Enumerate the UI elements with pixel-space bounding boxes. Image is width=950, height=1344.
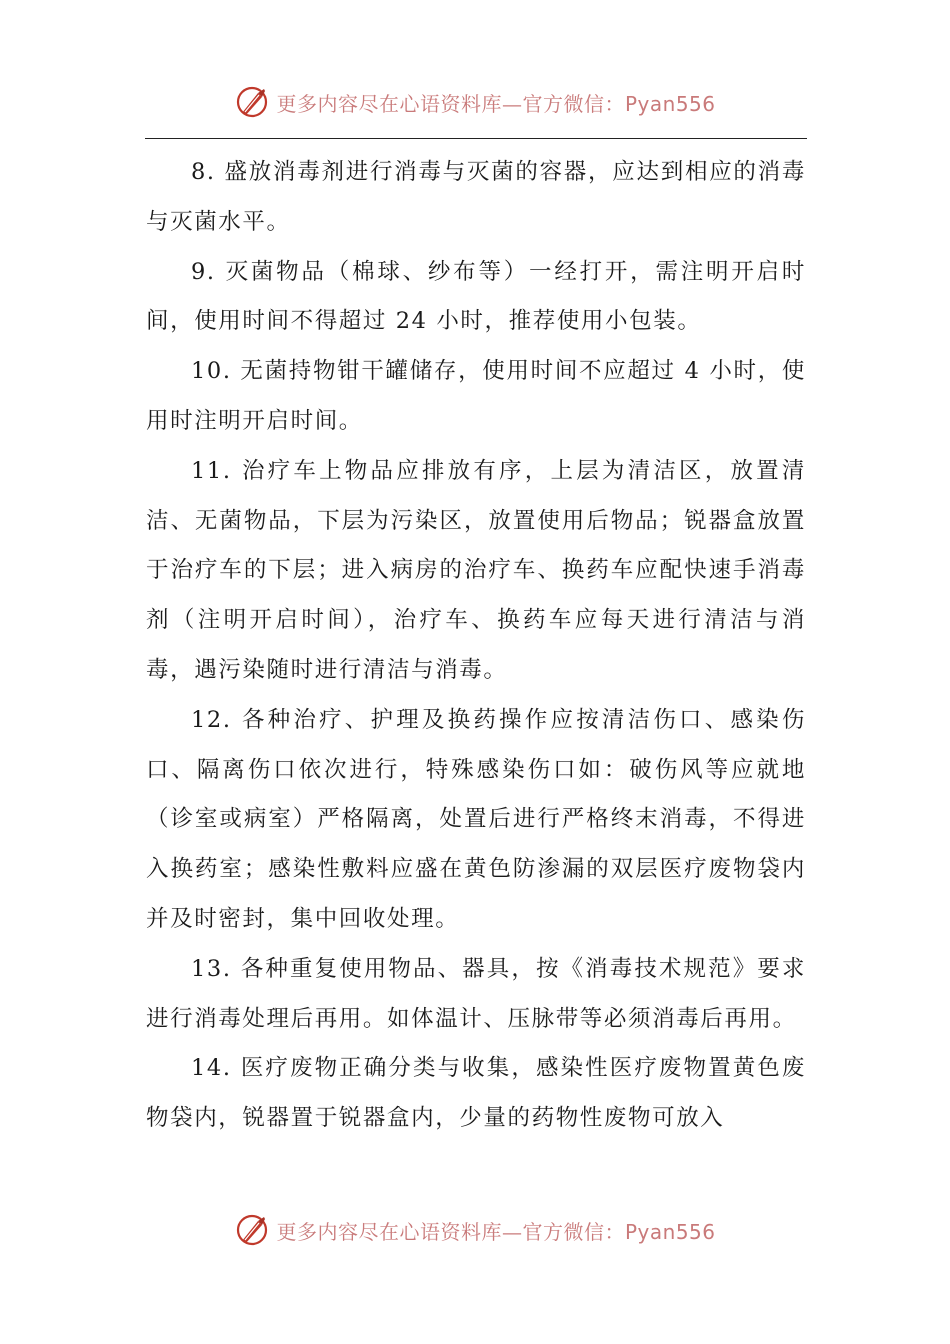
pen-nib-logo-icon [234, 84, 270, 120]
header-banner [0, 82, 950, 122]
paragraph-item-8: 8. 盛放消毒剂进行消毒与灭菌的容器，应达到相应的消毒与灭菌水平。 [146, 159, 806, 235]
footer-banner-text: 更多内容尽在心语资料库—官方微信：Pyan556 [276, 1219, 716, 1244]
footer-wechat-id: Pyan556 [624, 1219, 716, 1244]
paragraph-item-13: 13. 各种重复使用物品、器具，按《消毒技术规范》要求进行消毒处理后再用。如体温计、压脉带等必须消毒后再用。 [146, 955, 806, 1032]
paragraph-item-11: 11. 治疗车上物品应排放有序，上层为清洁区，放置清洁、无菌物品，下层为污染区，放置使用后物品；锐器盒放置于治疗车的下层；进入病房的治疗车、换药车应配快速手消毒剂（注明开启时间），治疗车、换药车应每天进行清洁与消毒，遇污染随时进行清洁与消毒。 [146, 457, 806, 683]
paragraph-item-12: 12. 各种治疗、护理及换药操作应按清洁伤口、感染伤口、隔离伤口依次进行，特殊感染伤口如：破伤风等应就地（诊室或病室）严格隔离，处置后进行严格终末消毒，不得进入换药室；感染性敷料应盛在黄色防渗漏的双层医疗废物袋内并及时密封，集中回收处理。 [146, 706, 806, 932]
header-banner-text: 更多内容尽在心语资料库—官方微信：Pyan556 [276, 91, 716, 116]
header-divider [145, 138, 807, 139]
paragraph-item-10: 10. 无菌持物钳干罐储存，使用时间不应超过 4 小时，使用时注明开启时间。 [146, 358, 806, 434]
pen-nib-logo-icon [234, 1212, 270, 1248]
paragraph-item-9: 9. 灭菌物品（棉球、纱布等）一经打开，需注明开启时间，使用时间不得超过 24 小时，推荐使用小包装。 [146, 258, 806, 335]
document-body [146, 148, 806, 1144]
header-wechat-id: Pyan556 [624, 91, 716, 116]
footer-banner [0, 1210, 950, 1250]
paragraph-item-14: 14. 医疗废物正确分类与收集，感染性医疗废物置黄色废物袋内，锐器置于锐器盒内，少量的药物性废物可放入 [146, 1055, 806, 1132]
